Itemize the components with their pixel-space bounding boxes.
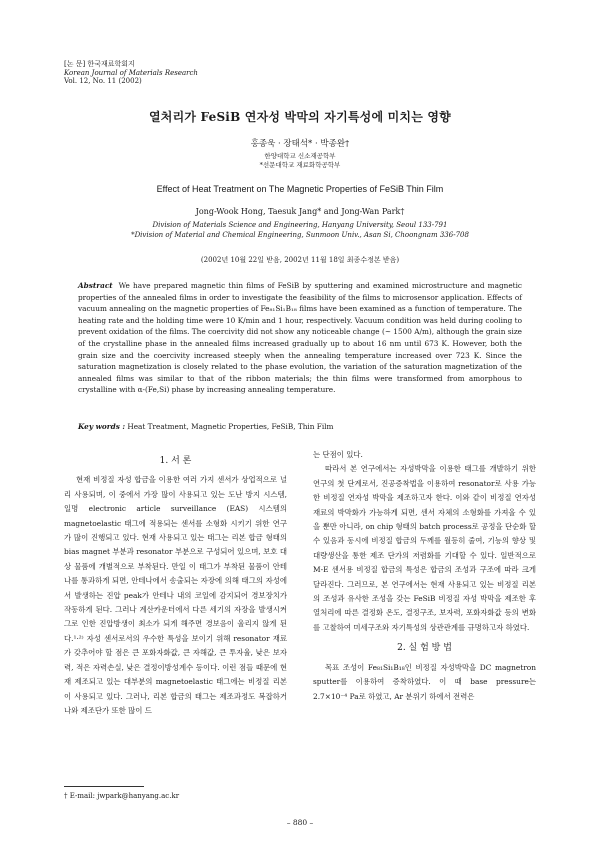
keywords-label: Key words :	[78, 422, 126, 431]
abstract	[78, 280, 522, 396]
title-english: Effect of Heat Treatment on The Magnetic Properties of FeSiB Thin Film	[156, 184, 444, 194]
journal-line-1: [논 문] 한국재료학회지	[64, 60, 135, 68]
abstract-text: We have prepared magnetic thin films of FeSiB by sputtering and examined microstructure and magnetic properties of the annealed films in order to investigate the feasibility of the films to microsensor application. Effects of vacuum annealing on the magnetic properties of Fe₈₁Si₁B₁₈ films have been examined as a function of temperature. The heating rate and the holding time were 10 K/min and 1 hour, respectively. Vacuum condition was held during cooling to prevent oxidation of the films. The coercivity did not show any noticeable change (~ 1500 A/m), although the grain size of the crystalline phase in the annealed films increased gradually up to about 16 nm until 673 K. However, both the grain size and the coercivity increased steeply when the annealing temperature increased over 723 K. Since the saturation magnetization is closely related to the phase evolution, the variation of the saturation magnetization of the annealed films was similar to that of the ribbon materials; the thin films were transformed from amorphous to crystalline with α-(Fe,Si) phase by increasing annealing temperature.	[78, 281, 522, 395]
page-number: – 880 –	[286, 818, 314, 827]
affiliation-ko-1: 한양대학교 신소재공학부	[264, 152, 336, 160]
authors-english: Jong-Wook Hong, Taesuk Jang* and Jong-Wan Park†	[195, 207, 405, 216]
section-1-paragraph-2: 따라서 본 연구에서는 자성박막을 이용한 태그를 개발하기 위한 연구의 첫 단계로서, 진공증착법을 이용하여 resonator로 사용 가능한 비정질 연자성 박막을 제조하고자 한다. 이와 같이 비정질 연자성 재료의 박막화가 가능하게 되면, 센서 자체의 소형화를 가져올 수 있을 뿐만 아니라, on chip 형태의 batch process로 공정을 단순화 할 수 있음과 동시에 비정질 합금의 두께를 월등히 줄여, 기능의 향상 및 대량생산을 통한 제조 단가의 저렴화를 기대할 수 있다. 일반적으로 M-E 센서용 비정질 합금의 특성은 합금의 조성과 구조에 따라 크게 달라진다. 그러므로, 본 연구에서는 현재 사용되고 있는 비정질 리본의 조성과 유사한 조성을 갖는 FeSiB 비정질 자성 박막을 제조한 후 열처리에 따른 결정화 온도, 결정구조, 보자력, 포화자화값 등의 변화를 고찰하여 미세구조와 자기특성의 상관관계를 규명하고자 하였다.	[313, 464, 536, 632]
section-1-paragraph-1: 현재 비정질 자성 합금을 이용한 여러 가지 센서가 상업적으로 널리 사용되며, 이 중에서 가장 많이 사용되고 있는 도난 방지 시스템, 일명 electronic article surveillance (EAS) 시스템의 magnetoelastic 태그에 적용되는 센서를 소형화 시키기 위한 연구가 많이 진행되고 있다. 현재 사용되고 있는 태그는 리본 합금 형태의 bias magnet 부분과 resonator 부분으로 구성되어 있으며, 보호 대상 물품에 개별적으로 부착된다. 만일 이 태그가 부착된 물품이 안테나를 통과하게 되면, 안테나에서 송출되는 자장에 의해 태그의 자성에서 발생하는 진압 peak가 안테나 내의 코일에 감지되어 경보장치가 작동하게 된다. 그러나 계산카운터에서 다른 세기의 자장을 발생시켜 그로 인한 진압방생이 최소가 되게 해주면 경보음이 울리지 않게 된다.¹·²⁾ 자성 센서로서의 우수한 특성을 보이기 위해 resonator 재료가 갖추어야 할 점은 큰 포화자화값, 큰 자해값, 큰 투자율, 낮은 보자력, 적은 자력손실, 낮은 결정이방성계수 등이다. 이런 점들 때문에 현재 제조되고 있는 대부분의 magnetoelastic 태그에는 비정질 리본이 사용되고 있다. 그러나, 리본 합금의 태그는 제조과정도 복잡하거나와 제조단가 또한 많이 드	[64, 475, 287, 715]
section-2-heading: 2. 실 험 방 법	[397, 643, 452, 654]
affiliations-korean	[0, 152, 600, 170]
received-dates: (2002년 10월 22일 받음, 2002년 11월 18일 최종수정본 받음)	[200, 256, 400, 264]
affiliation-en-1: Division of Materials Science and Engineering, Hanyang University, Seoul 133-791	[152, 221, 448, 229]
keywords-text: Heat Treatment, Magnetic Properties, FeSiB, Thin Film	[127, 422, 334, 431]
authors-korean: 홍종욱 · 장태석* · 박종완†	[250, 139, 350, 149]
section-2-paragraph-1: 목표 조성이 Fe₈₁Si₁B₁₈인 비정질 자성박막을 DC magnetron sputter를 이용하여 증착하였다. 이 때 base pressure는 2.7×10⁻⁴ Pa로 하였고, Ar 분위기 하에서 전력은	[313, 662, 536, 701]
title-korean: 열처리가 FeSiB 연자성 박막의 자기특성에 미치는 영향	[149, 110, 451, 124]
section-1-heading: 1. 서 론	[159, 456, 192, 466]
affiliation-ko-2: *선문대학교 재료화학공학부	[259, 161, 341, 169]
abstract-label: Abstract	[78, 281, 113, 290]
left-column	[64, 448, 287, 718]
footnote-divider	[64, 786, 144, 787]
right-column	[313, 448, 536, 704]
footnote-email: † E-mail: jwpark@hanyang.ac.kr	[64, 792, 180, 800]
section-1-continuation: 는 단점이 있다.	[313, 450, 363, 459]
journal-header	[64, 60, 198, 86]
journal-line-2: Korean Journal of Materials Research	[64, 68, 198, 77]
keywords	[78, 422, 333, 431]
affiliation-en-2: *Division of Material and Chemical Engineering, Sunmoon Univ., Asan Si, Choongnam 336-708	[131, 231, 469, 239]
affiliations-english	[0, 220, 600, 240]
journal-line-3: Vol. 12, No. 11 (2002)	[64, 77, 142, 85]
